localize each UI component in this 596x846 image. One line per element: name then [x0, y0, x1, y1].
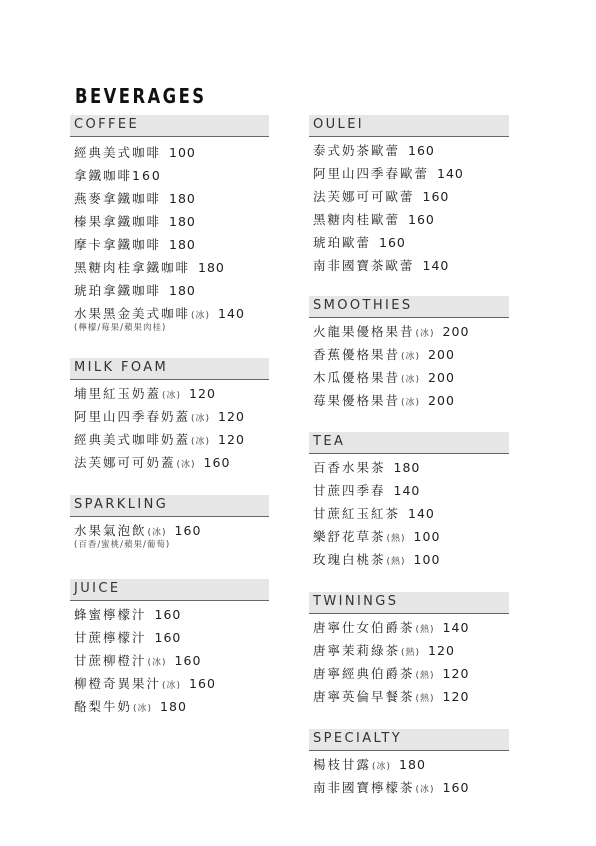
menu-item [309, 662, 509, 685]
item-note: (冰) [162, 391, 182, 401]
menu-item [70, 233, 269, 256]
item-name: 阿里山四季春歐蕾 [313, 166, 430, 181]
menu-item [70, 695, 269, 718]
item-note: (冰) [401, 352, 421, 362]
item-name: 琥珀歐蕾 [313, 235, 372, 250]
section-milk-foam [70, 358, 269, 474]
item-name: 樂舒花草茶 [313, 529, 386, 544]
item-name: 拿鐵咖啡160 [74, 168, 162, 183]
item-name: 百香水果茶 [313, 460, 386, 475]
item-note: (冰) [176, 460, 196, 470]
item-note: (冰) [133, 704, 153, 714]
item-name: 南非國寶檸檬茶 [313, 780, 415, 795]
item-price: 180 [393, 460, 421, 475]
item-note: (冰) [191, 414, 211, 424]
item-price: 160 [408, 212, 435, 227]
item-name: 酪梨牛奶 [74, 699, 133, 714]
item-price: 200 [428, 370, 455, 385]
section-header [309, 296, 509, 318]
menu-item [309, 616, 509, 639]
item-name: 黑糖肉桂拿鐵咖啡 [74, 260, 191, 275]
item-options: (百香/蜜桃/蘋果/葡萄) [74, 540, 171, 550]
item-price: 120 [442, 666, 470, 681]
item-name: 摩卡拿鐵咖啡 [74, 237, 162, 252]
menu-item [70, 382, 269, 405]
section-title: SMOOTHIES [313, 298, 413, 313]
item-price: 160 [408, 143, 435, 158]
item-note: (冰) [401, 398, 421, 408]
section-smoothies [309, 296, 509, 412]
item-note: (冰) [372, 762, 392, 772]
item-price: 140 [442, 620, 470, 635]
item-price: 200 [442, 324, 470, 339]
item-name: 甘蔗四季春 [313, 483, 386, 498]
item-price: 100 [169, 145, 196, 160]
item-price: 120 [218, 432, 245, 447]
item-price: 160 [189, 676, 216, 691]
item-note: (冰) [415, 785, 435, 795]
item-note: (冰) [162, 681, 182, 691]
menu-item [309, 479, 509, 502]
menu-item [70, 256, 269, 279]
item-name: 唐寧經典伯爵茶 [313, 666, 415, 681]
item-name: 經典美式咖啡奶蓋 [74, 432, 191, 447]
item-price: 200 [428, 393, 455, 408]
section-sparkling [70, 495, 269, 551]
item-price: 160 [174, 653, 202, 668]
section-title: COFFEE [74, 117, 140, 132]
item-note: (熱) [415, 671, 435, 681]
menu-item [70, 451, 269, 474]
menu-item [309, 162, 509, 185]
item-note: (冰) [147, 658, 167, 668]
item-name: 甘蔗紅玉紅茶 [313, 506, 401, 521]
item-price: 120 [218, 409, 245, 424]
item-name: 埔里紅玉奶蓋 [74, 386, 162, 401]
menu-item [70, 187, 269, 210]
menu-item [309, 548, 509, 571]
item-price: 160 [203, 455, 231, 470]
menu-item [309, 139, 509, 162]
item-name: 阿里山四季春奶蓋 [74, 409, 191, 424]
section-juice [70, 579, 269, 718]
menu-item [309, 685, 509, 708]
item-name: 水果黑金美式咖啡 [74, 306, 191, 321]
menu-item [309, 502, 509, 525]
item-name: 法芙娜可可奶蓋 [74, 455, 176, 470]
item-price: 160 [154, 607, 182, 622]
menu-item [309, 343, 509, 366]
item-name: 燕麥拿鐵咖啡 [74, 191, 162, 206]
item-price: 160 [442, 780, 470, 795]
item-price: 180 [169, 237, 196, 252]
section-title: TWININGS [313, 594, 399, 609]
menu-item [70, 210, 269, 233]
menu-item [309, 456, 509, 479]
menu-item [70, 603, 269, 626]
item-note: (冰) [191, 437, 211, 447]
item-price: 180 [399, 757, 426, 772]
item-name: 甘蔗檸檬汁 [74, 630, 147, 645]
item-price: 100 [413, 529, 441, 544]
section-specialty [309, 729, 509, 799]
item-price: 180 [169, 214, 196, 229]
section-header [309, 432, 509, 454]
section-header [309, 115, 509, 137]
section-twinings [309, 592, 509, 708]
menu-title: BEVERAGES [75, 84, 207, 108]
section-title: SPECIALTY [313, 731, 403, 746]
section-header [309, 592, 509, 614]
menu-item [309, 185, 509, 208]
item-name: 榛果拿鐵咖啡 [74, 214, 162, 229]
menu-item [309, 366, 509, 389]
item-name: 玫瑰白桃茶 [313, 552, 386, 567]
menu-item [309, 525, 509, 548]
item-name: 柳橙奇異果汁 [74, 676, 162, 691]
item-note: (熱) [415, 625, 435, 635]
section-title: OULEI [313, 117, 365, 132]
item-price: 140 [393, 483, 421, 498]
menu-item [70, 405, 269, 428]
item-name: 楊枝甘露 [313, 757, 372, 772]
item-options: (檸檬/莓果/蘋果肉桂) [74, 323, 167, 333]
menu-item [309, 254, 509, 277]
item-price: 160 [379, 235, 406, 250]
item-note: (冰) [191, 311, 211, 321]
item-name: 唐寧仕女伯爵茶 [313, 620, 415, 635]
item-note: (熱) [386, 534, 406, 544]
menu-item [70, 428, 269, 451]
menu-item [70, 649, 269, 672]
menu-item [309, 208, 509, 231]
item-price: 160 [154, 630, 182, 645]
menu-item [309, 639, 509, 662]
item-price: 140 [408, 506, 435, 521]
item-price: 200 [428, 347, 455, 362]
item-price: 160 [174, 523, 202, 538]
menu-item [309, 389, 509, 412]
item-name: 唐寧茉莉綠茶 [313, 643, 401, 658]
section-coffee [70, 115, 269, 334]
item-price: 140 [422, 258, 450, 273]
item-name: 經典美式咖啡 [74, 145, 162, 160]
menu-item [309, 231, 509, 254]
item-note: (熱) [415, 694, 435, 704]
section-title: TEA [313, 434, 346, 449]
section-header [309, 729, 509, 751]
item-price: 140 [437, 166, 464, 181]
item-name: 唐寧英倫早餐茶 [313, 689, 415, 704]
section-title: SPARKLING [74, 497, 169, 512]
item-name: 法芙娜可可歐蕾 [313, 189, 415, 204]
item-name: 水果氣泡飲 [74, 523, 147, 538]
item-note: (冰) [415, 329, 435, 339]
item-price: 180 [198, 260, 225, 275]
menu-item [309, 776, 509, 799]
item-name: 木瓜優格果昔 [313, 370, 401, 385]
item-name: 莓果優格果昔 [313, 393, 401, 408]
section-header [70, 579, 269, 601]
item-name: 火龍果優格果昔 [313, 324, 415, 339]
menu-item [70, 141, 269, 164]
item-note: (熱) [386, 557, 406, 567]
section-header [70, 115, 269, 137]
section-title: MILK FOAM [74, 360, 169, 375]
section-oulei [309, 115, 509, 277]
item-price: 180 [160, 699, 187, 714]
item-price: 100 [413, 552, 441, 567]
menu-item [309, 320, 509, 343]
item-price: 120 [189, 386, 216, 401]
item-price: 160 [422, 189, 450, 204]
item-name: 黑糖肉桂歐蕾 [313, 212, 401, 227]
item-price: 120 [428, 643, 455, 658]
item-name: 香蕉優格果昔 [313, 347, 401, 362]
section-title: JUICE [74, 581, 121, 596]
item-name: 南非國寶茶歐蕾 [313, 258, 415, 273]
section-header [70, 358, 269, 380]
item-price: 180 [169, 191, 196, 206]
menu-item [70, 279, 269, 302]
menu-item [70, 626, 269, 649]
item-name: 甘蔗柳橙汁 [74, 653, 147, 668]
menu-item [70, 672, 269, 695]
section-tea [309, 432, 509, 571]
item-name: 琥珀拿鐵咖啡 [74, 283, 162, 298]
item-price: 140 [218, 306, 245, 321]
item-price: 180 [169, 283, 196, 298]
item-name: 泰式奶茶歐蕾 [313, 143, 401, 158]
item-note: (冰) [147, 528, 167, 538]
item-note: (熱) [401, 648, 421, 658]
item-price: 120 [442, 689, 470, 704]
menu-item [70, 164, 269, 187]
item-note: (冰) [401, 375, 421, 385]
section-header [70, 495, 269, 517]
menu-item [309, 753, 509, 776]
item-name: 蜂蜜檸檬汁 [74, 607, 147, 622]
